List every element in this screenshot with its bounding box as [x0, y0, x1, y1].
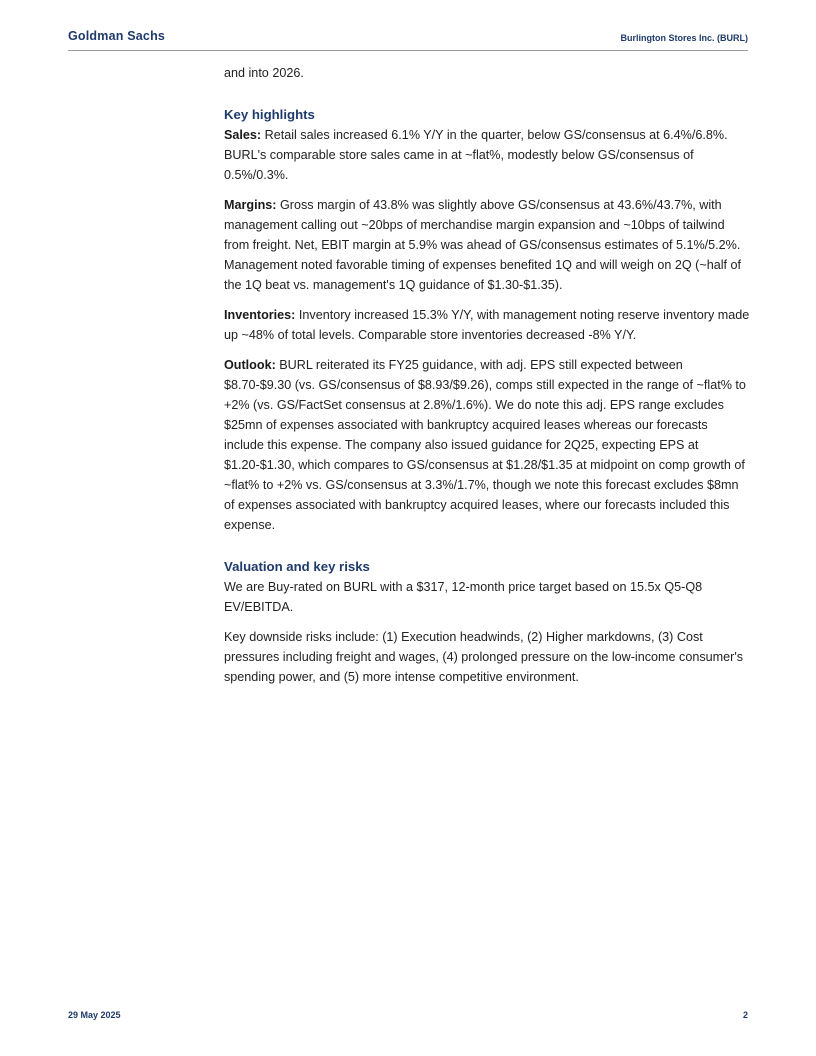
inventories-paragraph: [224, 305, 750, 345]
inventories-text: Inventory increased 15.3% Y/Y, with management noting reserve inventory made up ~48% of total levels. Comparable store inventories decreased -8% Y/Y.: [224, 308, 750, 342]
company-name: Burlington Stores Inc. (BURL): [620, 33, 748, 43]
inventories-label: Inventories:: [224, 308, 296, 322]
firm-name: Goldman Sachs: [68, 29, 166, 43]
margins-label: Margins:: [224, 198, 277, 212]
margins-text: Gross margin of 43.8% was slightly above GS/consensus at 43.6%/43.7%, with management calling out ~20bps of merchandise margin expansion and ~10bps of tailwind from freight. Net, EBIT margin at 5.9% was ahead of GS/consensus estimates of 5.1%/5.2%. Management noted favorable timing of expenses benefited 1Q and will weigh on 2Q (~half of the 1Q beat vs. management's 1Q guidance of $1.30-$1.35).: [224, 198, 742, 292]
key-highlights-heading: Key highlights: [224, 107, 315, 122]
valuation-heading: Valuation and key risks: [224, 559, 370, 574]
outlook-label: Outlook:: [224, 358, 276, 372]
report-body: [224, 63, 750, 697]
sales-paragraph: [224, 125, 750, 185]
intro-fragment: and into 2026.: [224, 66, 304, 80]
sales-label: Sales:: [224, 128, 262, 142]
page-number: 2: [742, 1010, 748, 1020]
outlook-paragraph: [224, 355, 750, 535]
report-date: 29 May 2025: [68, 1010, 121, 1020]
outlook-text: BURL reiterated its FY25 guidance, with adj. EPS still expected between $8.70-$9.30 (vs. GS/consensus of $8.93/$9.26), comps still expected in the range of ~flat% to +2% (vs. GS/FactSet consensus at 2.8%/1.6%). We do note this adj. EPS range excludes $25mn of expenses associated with bankruptcy acquired leases whereas our forecasts include this expense. The company also issued guidance for 2Q25, expecting EPS at $1.20-$1.30, which compares to GS/consensus at $1.28/$1.35 at midpoint on comp growth of ~flat% to +2% vs. GS/consensus at 3.3%/1.7%, though we note this forecast excludes $8mn of expenses associated with bankruptcy acquired leases, where our forecasts included this expense.: [224, 358, 746, 532]
rating-paragraph: We are Buy-rated on BURL with a $317, 12-month price target based on 15.5x Q5-Q8 EV/EBITDA.: [224, 580, 703, 614]
risks-paragraph: Key downside risks include: (1) Execution headwinds, (2) Higher markdowns, (3) Cost pressures including freight and wages, (4) prolonged pressure on the low-income consumer's spending power, and (5) more intense competitive environment.: [224, 630, 744, 684]
margins-paragraph: [224, 195, 750, 295]
header-divider: [68, 50, 748, 51]
sales-text: Retail sales increased 6.1% Y/Y in the quarter, below GS/consensus at 6.4%/6.8%. BURL's comparable store sales came in at ~flat%, modestly below GS/consensus of 0.5%/0.3%.: [224, 128, 728, 182]
